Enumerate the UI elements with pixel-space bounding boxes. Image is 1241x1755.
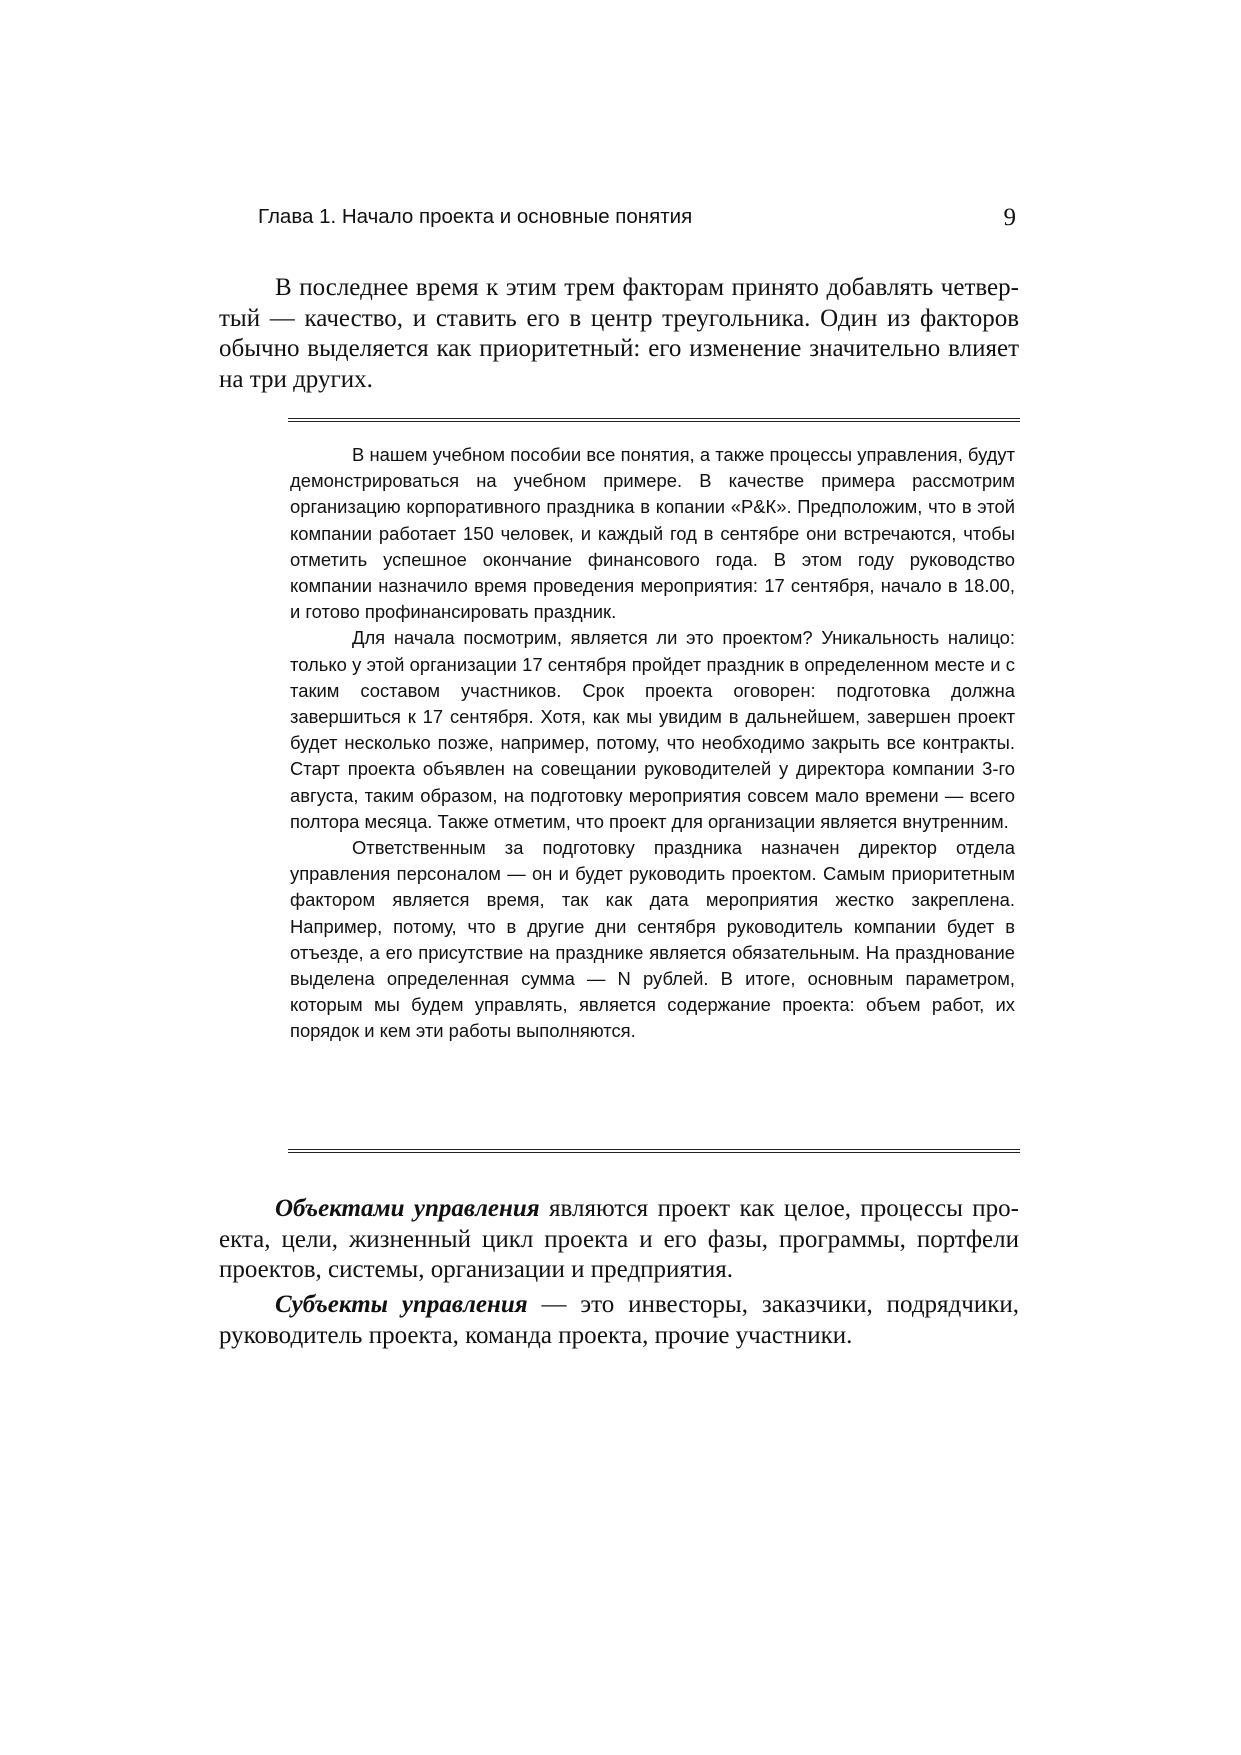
objects-text: являются проект как целое, процессы проекта, цели, жизненный цикл проекта и его фазы, программы, портфели проектов, системы, организации и предприятия. [219, 1195, 1019, 1283]
chapter-title: Глава 1. Начало проекта и основные понятия [258, 205, 693, 228]
page-number: 9 [1003, 204, 1016, 231]
intro-paragraph: В последнее время к этим трем факторам принято добавлять четвертый — качество, и ставить его в центр треугольника. Один из факторов обычно выделяется как приоритетный: его изменение значительно влияет на три других. [219, 274, 1019, 393]
intro-section [219, 273, 1019, 395]
subjects-section [219, 1290, 1019, 1351]
objects-paragraph [219, 1194, 1019, 1286]
example-paragraph-2: Для начала посмотрим, является ли это проектом? Уникальность налицо: только у этой организации 17 сентября пройдет праздник в определенном месте и с таким составом участников. Срок проекта оговорен: подготовка должна завершиться к 17 сентября. Хотя, как мы увидим в дальнейшем, завершен проект будет несколько позже, например, потому, что необходимо закрыть все контракты. Старт проекта объявлен на совещании руководителей у директора компании 3-го августа, таким образом, на подготовку мероприятия совсем мало времени — всего полтора месяца. Также отметим, что проект для организации является внутренним. [290, 627, 1015, 832]
subjects-paragraph [219, 1290, 1019, 1351]
subjects-term: Субъекты управления [275, 1291, 528, 1318]
example-paragraph-1: В нашем учебном пособии все понятия, а также процессы управления, будут демонстрироваться на учебном примере. В качестве примера рассмотрим организацию корпоративного праздника в копании «Р&К». Предположим, что в этой компании работает 150 человек, и каждый год в сентябре они встречаются, чтобы отметить успешное окончание финансового года. В этом году руководство компании назначило время проведения мероприятия: 17 сентября, начало в 18.00, и готово профинансировать праздник. [290, 444, 1015, 623]
running-header [258, 205, 1020, 239]
objects-term: Объектами управления [275, 1195, 540, 1222]
example-box [288, 418, 1020, 1153]
objects-section [219, 1194, 1019, 1286]
subjects-text: — это инвесторы, заказчики, подрядчики, руководитель проекта, команда проекта, прочие участники. [219, 1291, 1019, 1349]
example-paragraph-3: Ответственным за подготовку праздника назначен директор отдела управления персоналом — он и будет руководить проектом. Самым приоритетным фактором является время, так как дата мероприятия жестко закреплена. Например, потому, что в другие дни сентября руководитель компании будет в отъезде, а его присутствие на празднике является обязательным. На празднование выделена определенная сумма — N рублей. В итоге, основным параметром, которым мы будем управлять, является содержание проекта: объем работ, их порядок и кем эти работы выполняются. [290, 837, 1015, 1042]
